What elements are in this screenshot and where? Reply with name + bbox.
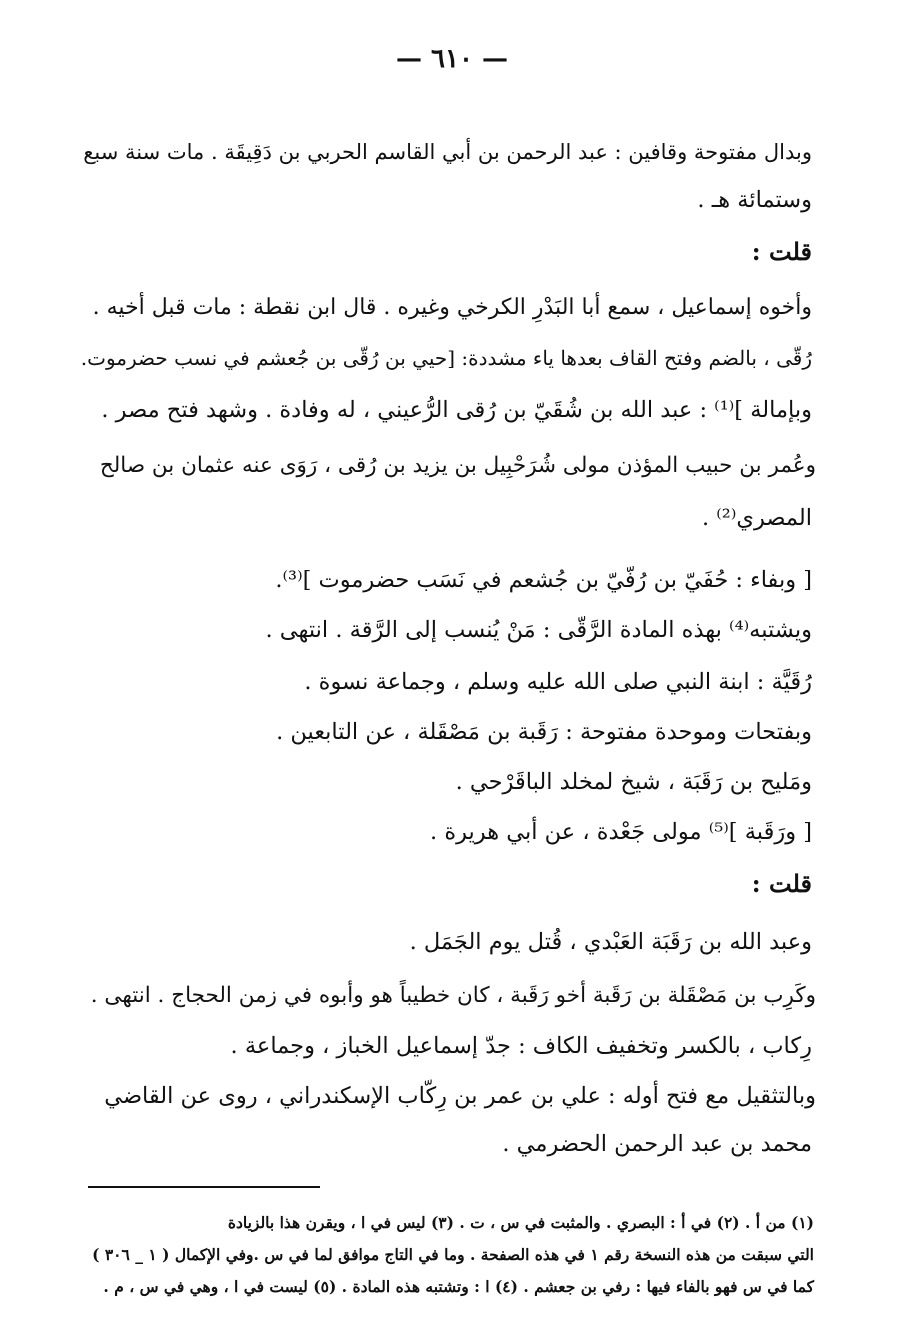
body-line: وأخوه إسماعيل ، سمع أبا البَدْرِ الكرخي وغيره . قال ابن نقطة : مات قبل أخيه . — [92, 295, 812, 320]
section-heading: قلت : — [751, 237, 812, 266]
footnote-line: كما في س فهو بالفاء فيها : رفي بن جعشم . (٤) ا : وتشتبه هذه المادة . (٥) ليست في ا ، وهي في س ، م . — [103, 1277, 814, 1296]
footnote-divider — [88, 1186, 320, 1188]
body-line: وعُمر بن حبيب المؤذن مولى شُرَحْبِيل بن يزيد بن رُقى ، رَوَى عنه عثمان بن صالح — [99, 453, 816, 478]
body-line: رُقَيَّة : ابنة النبي صلى الله عليه وسلم ، وجماعة نسوة . — [304, 669, 812, 695]
body-line: وكَرِب بن مَصْقَلة بن رَقَبة أخو رَقَبة ، كان خطيباً هو وأبوه في زمن الحجاج . انتهى . — [90, 983, 816, 1008]
body-line: وبإمالة ]⁽¹⁾ : عبد الله بن شُقَيّ بن رُقى الرُّعيني ، له وفادة . وشهد فتح مصر . — [101, 397, 812, 423]
body-line: محمد بن عبد الرحمن الحضرمي . — [502, 1131, 812, 1157]
body-line: وبفتحات وموحدة مفتوحة : رَقَبة بن مَصْقَلة ، عن التابعين . — [276, 719, 812, 745]
body-line: رِكاب ، بالكسر وتخفيف الكاف : جدّ إسماعيل الخباز ، وجماعة . — [230, 1033, 812, 1059]
body-line: ويشتبه⁽⁴⁾ بهذه المادة الرَّقّى : مَنْ يُنسب إلى الرَّقة . انتهى . — [265, 617, 812, 643]
body-line: وبدال مفتوحة وقافين : عبد الرحمن بن أبي القاسم الحربي بن دَقِيقَة . مات سنة سبع — [83, 140, 812, 164]
body-line: وعبد الله بن رَقَبَة العَبْدي ، قُتل يوم الجَمَل . — [409, 929, 812, 955]
footnote-line: (١) من أ . (٢) في أ : البصري . والمثبت في س ، ت . (٣) ليس في ا ، ويقرن هذا بالزيادة — [227, 1213, 814, 1232]
section-heading: قلت : — [751, 869, 812, 898]
body-line: [ ورَقَبة ]⁽⁵⁾ مولى جَعْدة ، عن أبي هريرة . — [430, 819, 812, 845]
body-line: رُقّى ، بالضم وفتح القاف بعدها ياء مشددة: [حيي بن رُقّى بن جُعشم في نسب حضرموت. — [80, 346, 812, 370]
body-line: [ وبفاء : حُفَيّ بن رُفّيّ بن جُشعم في نَسَب حضرموت ]⁽³⁾. — [275, 567, 812, 593]
page-number: — ٦١٠ — — [395, 44, 509, 74]
body-line: وستمائة هـ . — [697, 187, 812, 213]
body-line: وبالتثقيل مع فتح أوله : علي بن عمر بن رِكّاب الإسكندراني ، روى عن القاضي — [104, 1083, 816, 1109]
body-line: المصري⁽²⁾ . — [701, 505, 812, 531]
footnote-line: التي سبقت من هذه النسخة رقم ١ في هذه الصفحة . وما في التاج موافق لما في س .وفي الإكمال ( ١ _ ٣٠٦ ) — [92, 1245, 814, 1264]
body-line: ومَليح بن رَقَبَة ، شيخ لمخلد الباقَرْحي . — [455, 769, 812, 795]
